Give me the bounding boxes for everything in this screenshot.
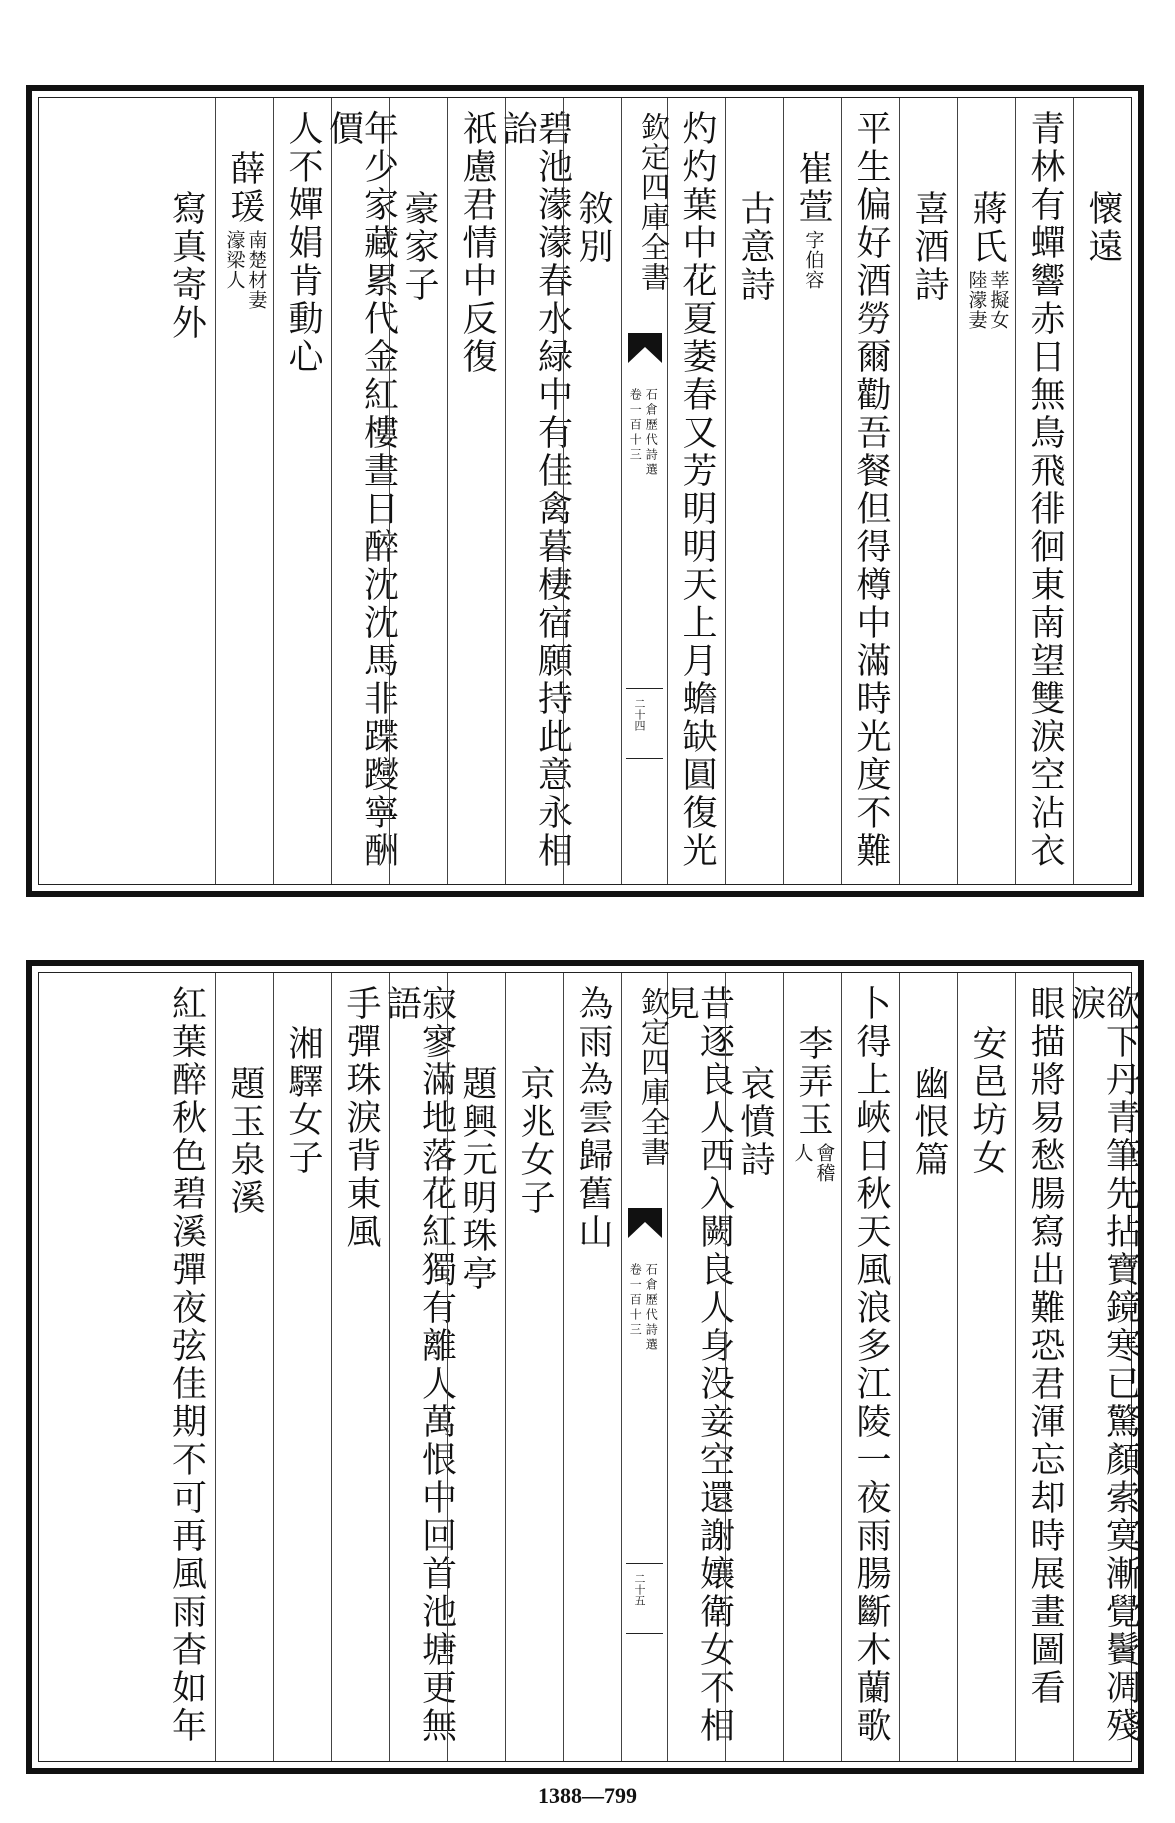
text-column: 哀憤詩: [725, 973, 783, 1761]
fish-tail-mark-icon: [628, 333, 662, 367]
text-column: 古意詩: [725, 98, 783, 884]
center-spine: [621, 973, 671, 1761]
page-number: 二十五: [633, 1573, 646, 1606]
top-page: [26, 85, 1144, 897]
text-column: 題玉泉溪: [215, 973, 273, 1761]
spine-rule: [626, 1633, 663, 1634]
text-column: 紅葉醉秋色碧溪彈夜弦佳期不可再風雨杳如年: [166, 985, 207, 1745]
text-column: 昔逐良人西入闕良人身没妾空還謝孃衛女不相見: [667, 973, 725, 1761]
center-spine: [621, 98, 671, 884]
text-column: 碧池濛濛春水緑中有佳禽暮棲宿願持此意永相詒: [505, 98, 563, 884]
text-column: 眼描將易愁腸寫出難恐君渾忘却時展畫圖看: [1015, 973, 1073, 1761]
spine-rule: [626, 688, 663, 689]
text-column: 寫真寄外: [166, 190, 207, 342]
text-column: 灼灼葉中花夏萎春又芳明明天上月蟾缺圓復光: [667, 98, 725, 884]
author-note: 會稽 人: [791, 1143, 836, 1183]
text-column: 幽恨篇: [899, 973, 957, 1761]
author-column: 蔣氏 莘擬女 陸濛妻: [957, 98, 1015, 884]
text-column: 豪家子: [389, 98, 447, 884]
collection-title: 石倉歷代詩選: [644, 388, 659, 478]
author-column: 崔萱 字伯容: [783, 98, 841, 884]
text-column: 年少家藏累代金紅樓晝日醉沈沈馬非蹀躞寧酬價: [331, 98, 389, 884]
page-footer-number: 1388—799: [538, 1783, 637, 1808]
text-column: 湘驛女子: [273, 973, 331, 1761]
volume-number: 卷一百十三: [628, 1263, 643, 1338]
bottom-page-frame: [38, 972, 1141, 1762]
book-title: 欽定四庫全書: [637, 112, 671, 292]
text-column: 寂寥滿地落花紅獨有離人萬恨中回首池塘更無語: [389, 973, 447, 1761]
author-column: 薛瑗 南楚材妻 濠梁人: [215, 98, 273, 884]
spine-rule: [626, 758, 663, 759]
author-column: 李弄玉 會稽 人: [783, 973, 841, 1761]
volume-number: 卷一百十三: [628, 388, 643, 463]
page-number: 二十四: [633, 698, 646, 731]
author-note: 南楚材妻 濠梁人: [223, 230, 268, 310]
text-column: 青林有蟬響赤日無鳥飛徘徊東南望雙淚空沾衣: [1015, 98, 1073, 884]
text-column: 卜得上峽日秋天風浪多江陵一夜雨腸斷木蘭歌: [841, 973, 899, 1761]
text-column: 敘別: [563, 98, 621, 884]
text-column: 平生偏好酒勞爾勸吾餐但得樽中滿時光度不難: [841, 98, 899, 884]
author-note: 莘擬女 陸濛妻: [965, 270, 1010, 330]
author-note: 字伯容: [802, 230, 825, 290]
text-column: 人不嬋娟肯動心: [273, 98, 331, 884]
text-column: 京兆女子: [505, 973, 563, 1761]
bottom-page: [26, 960, 1144, 1774]
text-column: 安邑坊女: [957, 973, 1015, 1761]
text-column: 欲下丹青筆先拈寶鏡寒已驚顏索寞漸覺鬢凋殘淚: [1073, 973, 1131, 1761]
text-column: 為雨為雲歸舊山: [563, 973, 621, 1761]
text-column: 喜酒詩: [899, 98, 957, 884]
collection-title: 石倉歷代詩選: [644, 1263, 659, 1353]
text-column: 懷遠: [1073, 98, 1131, 884]
text-column: 祇慮君情中反復: [447, 98, 505, 884]
spine-rule: [626, 1563, 663, 1564]
text-column: 手彈珠淚背東風: [331, 973, 389, 1761]
text-column: 題興元明珠亭: [447, 973, 505, 1761]
fish-tail-mark-icon: [628, 1208, 662, 1242]
top-page-frame: [38, 97, 1132, 885]
book-title: 欽定四庫全書: [637, 987, 671, 1167]
